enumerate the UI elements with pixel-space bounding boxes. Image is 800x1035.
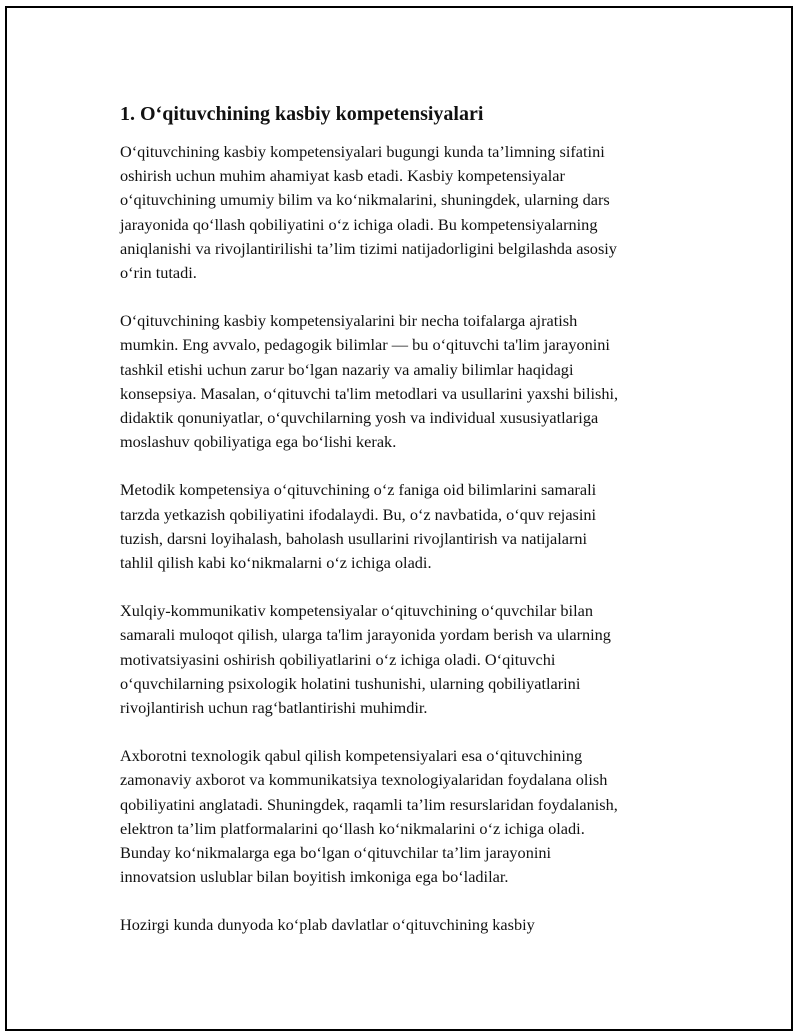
- paragraph-line: zamonaviy axborot va kommunikatsiya texnologiyalaridan foydalana olish: [120, 770, 608, 790]
- paragraph-line: jarayonida qo‘llash qobiliyatini o‘z ichiga oladi. Bu kompetensiyalarning: [120, 214, 598, 234]
- paragraph-line: konsepsiya. Masalan, o‘qituvchi ta'lim metodlari va usullarini yaxshi bilishi,: [120, 383, 619, 403]
- paragraph-5: [120, 744, 700, 889]
- paragraph-line: moslashuv qobiliyatiga ega bo‘lishi kerak.: [120, 432, 397, 452]
- paragraph-line: samarali muloqot qilish, ularga ta'lim jarayonida yordam berish va ularning: [120, 625, 611, 645]
- paragraph-line: O‘qituvchining kasbiy kompetensiyalarini bir necha toifalarga ajratish: [120, 311, 578, 331]
- paragraph-line: Bunday ko‘nikmalarga ega bo‘lgan o‘qituvchilar ta’lim jarayonini: [120, 843, 552, 863]
- paragraph-line: mumkin. Eng avvalo, pedagogik bilimlar — bu o‘qituvchi ta'lim jarayonini: [120, 335, 610, 355]
- page-frame: [5, 6, 793, 1031]
- paragraph-1: [120, 140, 700, 285]
- paragraph-4: [120, 599, 700, 720]
- paragraph-line: aniqlanishi va rivojlantirilishi ta’lim tizimi natijadorligini belgilashda asosiy: [120, 238, 617, 258]
- paragraph-line: o‘quvchilarning psixologik holatini tushunishi, ularning qobiliyatlarini: [120, 673, 581, 693]
- paragraph-line: rivojlantirish uchun rag‘batlantirishi muhimdir.: [120, 698, 428, 718]
- section-heading: 1. O‘qituvchining kasbiy kompetensiyalari: [120, 103, 484, 125]
- paragraph-line: tahlil qilish kabi ko‘nikmalarni o‘z ichiga oladi.: [120, 553, 432, 573]
- paragraph-line: Axborotni texnologik qabul qilish kompetensiyalari esa o‘qituvchining: [120, 746, 583, 766]
- paragraph-line: elektron ta’lim platformalarini qo‘llash ko‘nikmalarini o‘z ichiga oladi.: [120, 818, 585, 838]
- paragraph-line: O‘qituvchining kasbiy kompetensiyalari bugungi kunda ta’limning sifatini: [120, 142, 605, 161]
- paragraph-line: tarzda yetkazish qobiliyatini ifodalaydi. Bu, o‘z navbatida, o‘quv rejasini: [120, 504, 597, 524]
- paragraph-line: Metodik kompetensiya o‘qituvchining o‘z faniga oid bilimlarini samarali: [120, 480, 597, 500]
- paragraph-line: didaktik qonuniyatlar, o‘quvchilarning yosh va individual xususiyatlariga: [120, 408, 599, 428]
- paragraph-line: Hozirgi kunda dunyoda ko‘plab davlatlar o‘qituvchining kasbiy: [120, 915, 535, 935]
- paragraph-3: [120, 478, 700, 575]
- paragraph-line: motivatsiyasini oshirish qobiliyatlarini o‘z ichiga oladi. O‘qituvchi: [120, 649, 556, 669]
- paragraph-line: qobiliyatini anglatadi. Shuningdek, raqamli ta’lim resurslaridan foydalanish,: [120, 794, 618, 814]
- paragraph-line: o‘rin tutadi.: [120, 263, 197, 283]
- paragraph-2: [120, 309, 700, 454]
- paragraph-line: Xulqiy-kommunikativ kompetensiyalar o‘qituvchining o‘quvchilar bilan: [120, 601, 593, 621]
- paragraph-line: o‘qituvchining umumiy bilim va ko‘nikmalarini, shuningdek, ularning dars: [120, 190, 610, 210]
- document-body: [120, 100, 700, 962]
- paragraph-line: innovatsion uslublar bilan boyitish imkoniga ega bo‘ladilar.: [120, 867, 509, 887]
- paragraph-line: tashkil etishi uchun zarur bo‘lgan nazariy va amaliy bilimlar haqidagi: [120, 359, 574, 379]
- paragraph-line: tuzish, darsni loyihalash, baholash usullarini rivojlantirish va natijalarni: [120, 528, 588, 548]
- paragraph-6: [120, 913, 700, 937]
- paragraph-line: oshirish uchun muhim ahamiyat kasb etadi. Kasbiy kompetensiyalar: [120, 166, 565, 186]
